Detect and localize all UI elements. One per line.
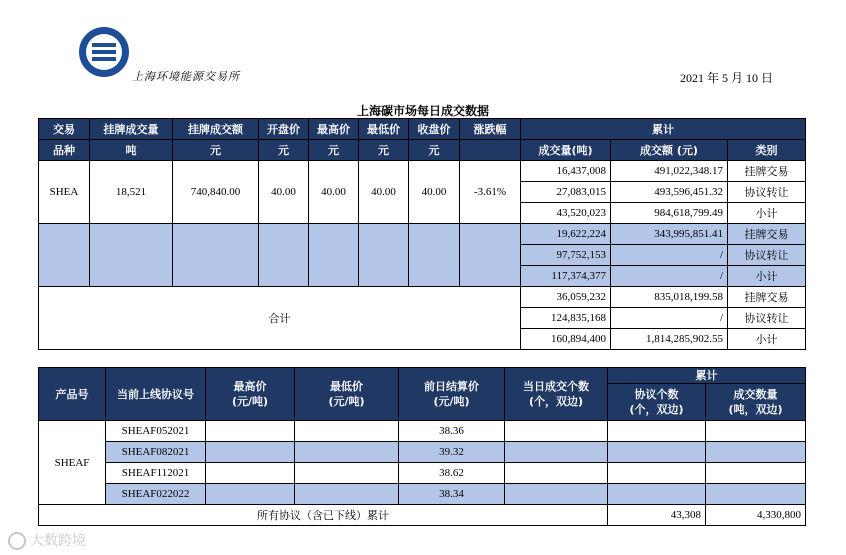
cum-amount-cell: 491,022,348.17 [611,161,728,182]
page-title: 上海碳市场每日成交数据 [356,104,489,118]
cum-count-cell [608,442,706,463]
header-cell: 挂牌成交额 [173,119,259,140]
cum-volume-cell: 117,374,377 [521,266,611,287]
cum-volume-cell: 19,622,224 [521,224,611,245]
cum-amount-cell: 984,618,799.49 [611,203,728,224]
change-cell: -3.61% [460,161,521,224]
header-cell: 吨 [90,140,173,161]
category-cell: 协议转让 [728,245,806,266]
footer-count: 43,308 [608,505,706,526]
header-cell: 成交数量 (吨，双边) [706,384,806,421]
empty-cell [259,224,309,287]
watermark-icon [8,532,26,550]
cum-amount-cell: / [611,245,728,266]
count-cell [505,463,608,484]
header-cell: 元 [309,140,359,161]
cum-volume-cell: 36,059,232 [521,287,611,308]
settle-cell: 38.34 [399,484,505,505]
header-row-1 [39,368,806,384]
low-cell [295,463,399,484]
footer-qty: 4,330,800 [706,505,806,526]
futures-protocol-table [38,367,806,526]
header-cell [460,140,521,161]
category-cell: 协议转让 [728,182,806,203]
footer-label: 所有协议（含已下线）累计 [39,505,608,526]
cum-amount-cell: / [611,308,728,329]
high-cell [206,442,295,463]
header-cell: 最低价 [359,119,409,140]
header-cell: 最低价 (元/吨) [295,368,399,421]
table-row [39,442,806,463]
table-row [39,484,806,505]
empty-cell [39,224,90,287]
header-cell: 元 [359,140,409,161]
high-cell [206,463,295,484]
cum-amount-cell: 1,814,285,902.55 [611,329,728,350]
count-cell [505,442,608,463]
watermark: 大数跨境 [8,530,86,550]
category-cell: 挂牌交易 [728,161,806,182]
header-cell: 协议个数 (个，双边) [608,384,706,421]
category-cell: 协议转让 [728,308,806,329]
cum-amount-cell: 343,995,851.41 [611,224,728,245]
protocol-cell: SHEAF052021 [106,421,206,442]
header-cell: 前日结算价 (元/吨) [399,368,505,421]
header-cell: 交易 [39,119,90,140]
category-cell: 小计 [728,266,806,287]
table-row [39,421,806,442]
empty-cell [409,224,460,287]
empty-cell [173,224,259,287]
header-cell: 最高价 [309,119,359,140]
category-cell: 挂牌交易 [728,224,806,245]
category-cell: 小计 [728,329,806,350]
cum-qty-cell [706,463,806,484]
product-cell: SHEAF [39,421,106,505]
table-row [39,161,806,182]
header-cell: 累计 [608,368,806,384]
settle-cell: 38.36 [399,421,505,442]
total-label: 合计 [39,287,521,350]
header-cell: 开盘价 [259,119,309,140]
cum-volume-cell: 27,083,015 [521,182,611,203]
logo-text: 上海环境能源交易所 [132,70,240,83]
cum-amount-cell: / [611,266,728,287]
cum-count-cell [608,421,706,442]
header-cell: 成交量(吨) [521,140,611,161]
header-row-1 [39,119,806,140]
settle-cell: 38.62 [399,463,505,484]
low-cell [295,442,399,463]
footer-row [39,505,806,526]
header-cell: 元 [259,140,309,161]
cum-amount-cell: 493,596,451.32 [611,182,728,203]
cum-volume-cell: 124,835,168 [521,308,611,329]
header-cell: 品种 [39,140,90,161]
header-cell: 当前上线协议号 [106,368,206,421]
table-row [39,224,806,245]
header-cell: 元 [409,140,460,161]
volume-cell: 18,521 [90,161,173,224]
table-row [39,463,806,484]
empty-cell [90,224,173,287]
daily-trading-table [38,118,806,350]
header-cell: 类别 [728,140,806,161]
protocol-cell: SHEAF112021 [106,463,206,484]
header-cell: 收盘价 [409,119,460,140]
header-cell: 累计 [521,119,806,140]
cum-count-cell [608,484,706,505]
cum-count-cell [608,463,706,484]
protocol-cell: SHEAF022022 [106,484,206,505]
count-cell [505,484,608,505]
cum-volume-cell: 160,894,400 [521,329,611,350]
header-cell: 挂牌成交量 [90,119,173,140]
header-cell: 成交额 (元) [611,140,728,161]
report-date: 2021 年 5 月 10 日 [680,71,774,85]
cum-qty-cell [706,421,806,442]
empty-cell [359,224,409,287]
header-cell: 当日成交个数 (个，双边) [505,368,608,421]
cum-qty-cell [706,442,806,463]
close-cell: 40.00 [409,161,460,224]
high-cell: 40.00 [309,161,359,224]
header-row-2 [39,140,806,161]
exchange-logo-icon [78,26,130,78]
header-cell: 产品号 [39,368,106,421]
amount-cell: 740,840.00 [173,161,259,224]
low-cell [295,484,399,505]
empty-cell [460,224,521,287]
header-cell: 最高价 (元/吨) [206,368,295,421]
high-cell [206,484,295,505]
open-cell: 40.00 [259,161,309,224]
cum-volume-cell: 97,752,153 [521,245,611,266]
cum-volume-cell: 16,437,008 [521,161,611,182]
header-cell: 涨跌幅 [460,119,521,140]
empty-cell [309,224,359,287]
header-cell: 元 [173,140,259,161]
cum-volume-cell: 43,520,023 [521,203,611,224]
count-cell [505,421,608,442]
protocol-cell: SHEAF082021 [106,442,206,463]
category-cell: 小计 [728,203,806,224]
category-cell: 挂牌交易 [728,287,806,308]
low-cell: 40.00 [359,161,409,224]
table-row [39,287,806,308]
high-cell [206,421,295,442]
product-cell: SHEA [39,161,90,224]
low-cell [295,421,399,442]
settle-cell: 39.32 [399,442,505,463]
cum-amount-cell: 835,018,199.58 [611,287,728,308]
cum-qty-cell [706,484,806,505]
